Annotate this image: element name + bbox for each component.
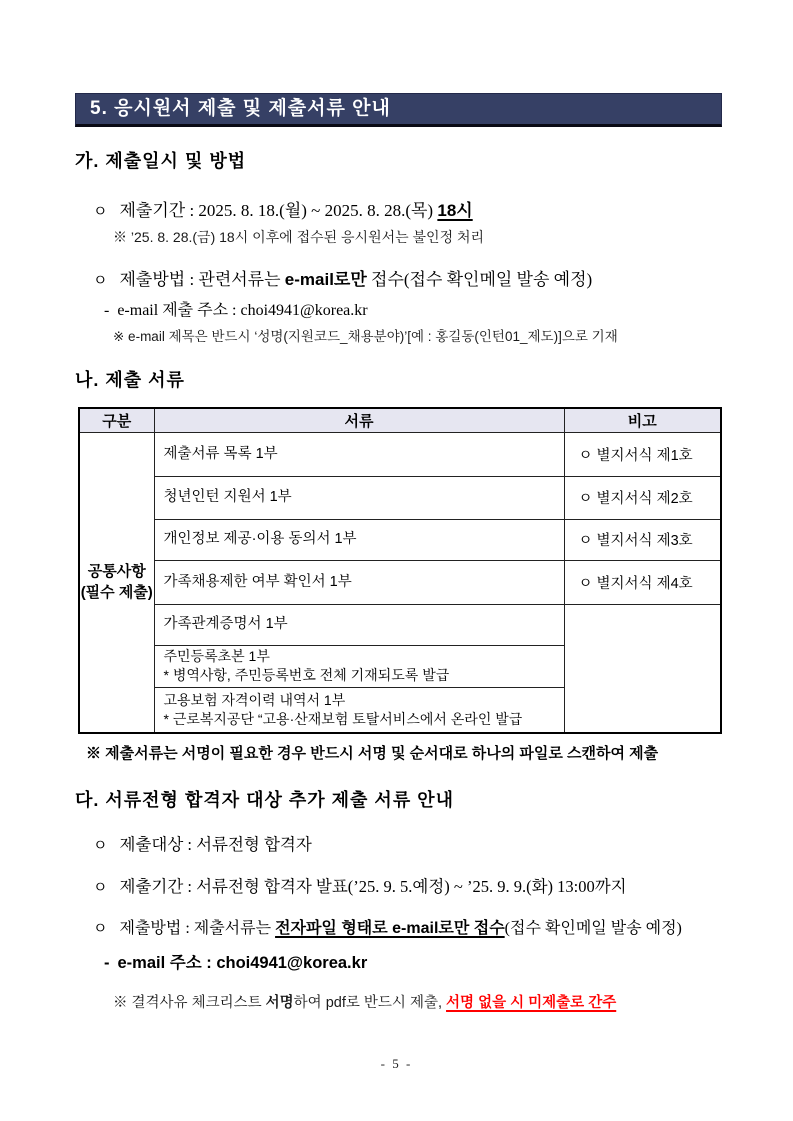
da-target-line (93, 831, 312, 855)
dash-bullet: - (104, 954, 110, 972)
ga-period-deadline: 18시 (437, 201, 473, 220)
heading-da: 다. 서류전형 합격자 대상 추가 제출 서류 안내 (75, 790, 454, 810)
circle-bullet: ㅇ (93, 838, 108, 854)
section-title-bar (75, 93, 722, 127)
da-period-text: 제출기간 : 서류전형 합격자 발표(’25. 9. 5.예정) ~ ’25. 9. 9.(화) 13:00까지 (119, 877, 627, 896)
document-cell (154, 687, 564, 733)
note-cell: ㅇ 별지서식 제1호 (564, 432, 721, 476)
document-cell: 청년인턴 지원서 1부 (154, 476, 564, 519)
required-documents-table (78, 407, 722, 734)
note-cell: ㅇ 별지서식 제3호 (564, 519, 721, 560)
col-header-category: 구분 (79, 408, 154, 432)
da-method-prefix: 제출방법 : 제출서류는 (119, 920, 276, 937)
ga-period-line (93, 196, 473, 221)
category-line2: (필수 제출) (80, 584, 153, 602)
dash-bullet: - (104, 302, 110, 319)
ga-period-text: 제출기간 : 2025. 8. 18.(월) ~ 2025. 8. 28.(목) (119, 201, 438, 220)
table-row (79, 519, 721, 560)
heading-na: 나. 제출 서류 (75, 370, 185, 390)
category-line1: 공통사항 (87, 563, 146, 581)
ga-method-emphasis: e-mail로만 (284, 270, 367, 289)
da-note-prefix: ※ 결격사유 체크리스트 (113, 995, 266, 1011)
document-cell: 제출서류 목록 1부 (154, 432, 564, 476)
page-number: - 5 - (380, 1056, 413, 1071)
ga-method-line (93, 265, 592, 290)
heading-ga: 가. 제출일시 및 방법 (75, 151, 247, 171)
note-cell: ㅇ 별지서식 제4호 (564, 560, 721, 604)
col-header-document: 서류 (154, 408, 564, 432)
circle-bullet: ㅇ (93, 204, 108, 220)
table-row (79, 432, 721, 476)
da-period-line (93, 873, 627, 897)
circle-bullet: ㅇ (93, 921, 108, 937)
circle-bullet: ㅇ (93, 273, 108, 289)
ga-email-line (104, 297, 368, 320)
ga-method-prefix: 제출방법 : 관련서류는 (119, 270, 285, 289)
da-method-line (93, 915, 682, 938)
document-cell (154, 645, 564, 687)
table-row (79, 476, 721, 519)
document-line1: 주민등록초본 1부 (163, 648, 270, 664)
note-cell-empty (564, 604, 721, 733)
da-method-suffix: (접수 확인메일 발송 예정) (504, 920, 682, 937)
category-group-cell (79, 432, 154, 733)
table-row (79, 604, 721, 645)
ga-email-text: e-mail 제출 주소 : choi4941@korea.kr (117, 302, 368, 319)
document-line2: * 근로복지공단 “고용·산재보험 토탈서비스에서 온라인 발급 (163, 710, 523, 727)
document-line2: * 병역사항, 주민등록번호 전체 기재되도록 발급 (163, 667, 450, 683)
ga-period-note: ※ ’25. 8. 28.(금) 18시 이후에 접수된 응시원서는 불인정 처리 (113, 229, 485, 245)
da-note-bold: 서명 (265, 995, 294, 1011)
table-header-row (79, 408, 721, 432)
document-cell: 가족채용제한 여부 확인서 1부 (154, 560, 564, 604)
table-row (79, 560, 721, 604)
da-email-line (104, 949, 367, 973)
col-header-note: 비고 (564, 408, 721, 432)
circle-bullet: ㅇ (93, 880, 108, 896)
document-line1: 고용보험 자격이력 내역서 1부 (163, 691, 346, 708)
da-email-text: e-mail 주소 : choi4941@korea.kr (117, 954, 368, 972)
na-footnote: ※ 제출서류는 서명이 필요한 경우 반드시 서명 및 순서대로 하나의 파일로 스캔하여 제출 (86, 745, 659, 762)
da-note-line (113, 991, 616, 1012)
da-target-text: 제출대상 : 서류전형 합격자 (119, 835, 312, 854)
da-note-warning: 서명 없을 시 미제출로 간주 (446, 995, 617, 1011)
ga-method-suffix: 접수(접수 확인메일 발송 예정) (366, 270, 593, 289)
section-title-text: 5. 응시원서 제출 및 제출서류 안내 (90, 98, 391, 119)
ga-email-note: ※ e-mail 제목은 반드시 ‘성명(지원코드_채용분야)’[예 : 홍길동(인턴01_제도)]으로 기재 (113, 329, 618, 344)
da-method-emphasis: 전자파일 형태로 e-mail로만 접수 (275, 920, 505, 937)
document-cell: 개인정보 제공·이용 동의서 1부 (154, 519, 564, 560)
da-note-middle: 하여 pdf로 반드시 제출, (293, 995, 447, 1011)
note-cell: ㅇ 별지서식 제2호 (564, 476, 721, 519)
document-cell: 가족관계증명서 1부 (154, 604, 564, 645)
